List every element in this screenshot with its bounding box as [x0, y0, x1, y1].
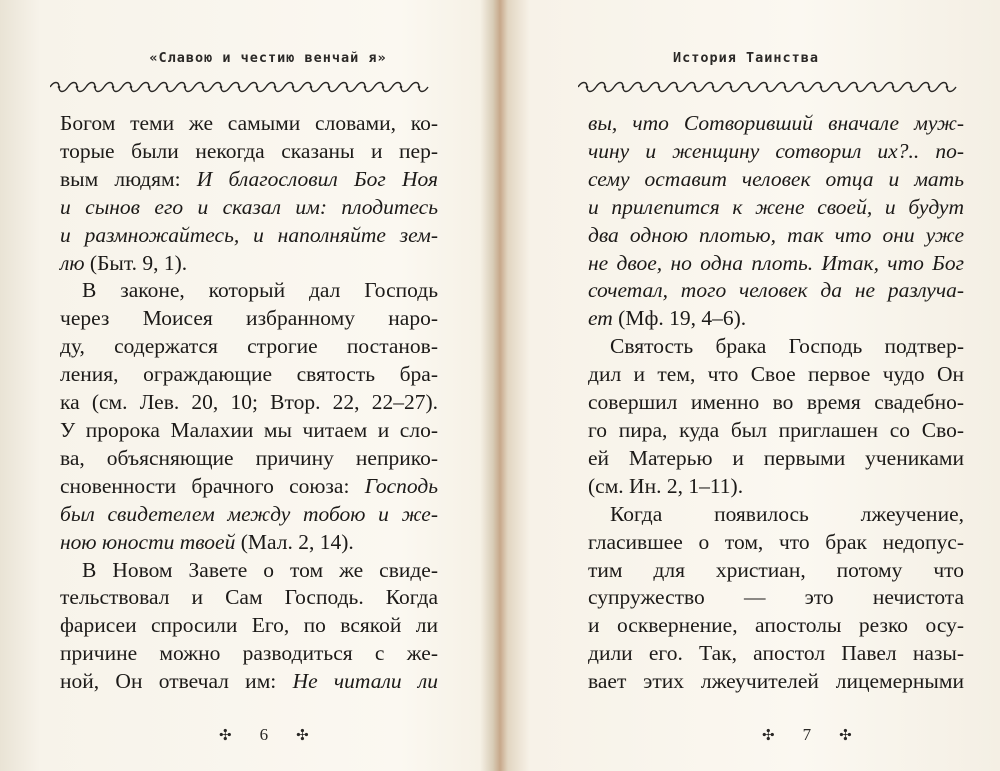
- text-line: [60, 417, 438, 445]
- text-line: [588, 501, 964, 529]
- text-line: [60, 138, 438, 166]
- italic-quote: сочетал, того человек да не разлуча-: [588, 278, 964, 303]
- italic-quote: ною юности твоей: [60, 529, 236, 554]
- ornament-dot: [838, 86, 841, 89]
- italic-quote: ет: [588, 306, 613, 331]
- text-segment: сновенности брачного союза:: [60, 473, 365, 498]
- text-line: [60, 501, 438, 529]
- text-segment: ка (см. Лев. 20, 10; Втор. 22, 22–27).: [60, 390, 438, 415]
- ornament-dot: [76, 86, 79, 89]
- italic-quote: два одною плотью, так что они уже: [588, 222, 964, 247]
- text-line: [588, 277, 964, 305]
- italic-quote: и сынов его и сказал им: плодитесь: [60, 194, 438, 219]
- page-number-value: 7: [802, 725, 812, 744]
- fleuron-icon: ✣: [839, 728, 852, 744]
- text-segment: супружество — это нечистота: [588, 585, 964, 610]
- text-line: [588, 389, 964, 417]
- ornament-dot: [382, 86, 385, 89]
- page-number: [205, 725, 323, 745]
- ornament-dot: [94, 86, 97, 89]
- ornament-dot: [238, 86, 241, 89]
- text-line: [588, 333, 964, 361]
- text-line: [60, 194, 438, 222]
- ornament-dot: [586, 86, 589, 89]
- text-segment: (см. Ин. 2, 1–11).: [588, 473, 744, 498]
- italic-quote: и размножайтесь, и наполняйте зем-: [60, 222, 438, 247]
- text-line: [60, 305, 438, 333]
- ornament-dot: [802, 86, 805, 89]
- ornament-dot: [400, 86, 403, 89]
- text-line: [588, 250, 964, 278]
- text-line: [588, 166, 964, 194]
- text-line: [60, 277, 438, 305]
- text-line: [588, 529, 964, 557]
- ornament-dot: [892, 86, 895, 89]
- page-number: [748, 725, 866, 745]
- text-line: [60, 640, 438, 668]
- italic-quote: и прилепится к жене своей, и будут: [588, 194, 964, 219]
- ornament-dot: [784, 86, 787, 89]
- italic-quote: сему оставит человек отца и мать: [588, 166, 964, 191]
- ornament-dot: [910, 86, 913, 89]
- running-head: «Славою и честию венчай я»: [149, 50, 387, 66]
- ornament-dot: [676, 86, 679, 89]
- text-line: [588, 138, 964, 166]
- ornament-dot: [112, 86, 115, 89]
- text-line: [588, 361, 964, 389]
- text-line: [588, 445, 964, 473]
- text-segment: (Мф. 19, 4–6).: [612, 306, 747, 331]
- text-segment: Когда появилось лжеучение,: [610, 501, 964, 526]
- text-segment: го пира, куда был приглашен со Сво-: [588, 417, 964, 442]
- ornament-dot: [202, 86, 205, 89]
- ornament-dot: [364, 86, 367, 89]
- running-head: История Таинства: [672, 50, 820, 66]
- text-line: [60, 668, 438, 696]
- text-line: [60, 110, 438, 138]
- text-line: [60, 473, 438, 501]
- italic-quote: не двое, но одна плоть. Итак, что Бог: [588, 250, 964, 275]
- text-line: [588, 557, 964, 585]
- text-line: [60, 222, 438, 250]
- ornament-dot: [310, 86, 313, 89]
- ornament-dot: [874, 86, 877, 89]
- ornament-dot: [928, 86, 931, 89]
- ornament-dot: [820, 86, 823, 89]
- text-line: [588, 222, 964, 250]
- text-line: [588, 668, 964, 696]
- text-line: [588, 640, 964, 668]
- ornament-dot: [748, 86, 751, 89]
- text-segment: ва, объясняющие причину неприко-: [60, 445, 438, 470]
- ornament-rule: [578, 80, 963, 94]
- ornament-dot: [184, 86, 187, 89]
- italic-quote: И благословил Бог Ноя: [196, 166, 438, 191]
- text-segment: (Быт. 9, 1).: [84, 250, 188, 275]
- text-segment: (Мал. 2, 14).: [235, 529, 354, 554]
- text-line: [60, 389, 438, 417]
- ornament-dot: [604, 86, 607, 89]
- text-segment: гласившее о том, что брак недопус-: [588, 529, 964, 554]
- text-segment: В Новом Завете о том же свиде-: [82, 557, 438, 582]
- ornament-dot: [274, 86, 277, 89]
- text-segment: дили его. Так, апостол Павел назы-: [588, 641, 964, 666]
- italic-quote: Господь: [364, 473, 438, 498]
- text-segment: У пророка Малахии мы читаем и сло-: [60, 417, 438, 442]
- text-line: [60, 445, 438, 473]
- ornament-dot: [658, 86, 661, 89]
- text-line: [60, 529, 438, 557]
- text-segment: ной, Он отвечал им:: [60, 669, 293, 694]
- text-line: [60, 557, 438, 585]
- ornament-rule: [50, 80, 445, 94]
- ornament-dot: [328, 86, 331, 89]
- text-segment: ду, содержатся строгие постанов-: [60, 334, 438, 359]
- italic-quote: Не читали ли: [292, 669, 438, 694]
- ornament-dot: [256, 86, 259, 89]
- text-segment: причине можно разводиться с же-: [60, 641, 438, 666]
- text-line: [60, 166, 438, 194]
- text-segment: ей Матерью и первыми учениками: [588, 445, 964, 470]
- ornament-dot: [694, 86, 697, 89]
- right-page: [508, 0, 1000, 771]
- italic-quote: лю: [60, 250, 85, 275]
- text-segment: Святость брака Господь подтвер-: [610, 334, 964, 359]
- text-segment: вым людям:: [60, 166, 197, 191]
- ornament-dot: [130, 86, 133, 89]
- ornament-dot: [730, 86, 733, 89]
- body-text: [60, 110, 438, 696]
- italic-quote: чину и женщину сотворил их?.. по-: [588, 138, 964, 163]
- ornament-dot: [712, 86, 715, 89]
- text-line: [588, 417, 964, 445]
- ornament-dot: [856, 86, 859, 89]
- text-line: [588, 305, 964, 333]
- text-segment: Богом теми же самыми словами, ко-: [60, 111, 438, 135]
- ornament-dot: [148, 86, 151, 89]
- italic-quote: был свидетелем между тобою и же-: [60, 501, 438, 526]
- fleuron-icon: ✣: [762, 728, 775, 744]
- ornament-dot: [418, 86, 421, 89]
- ornament-dot: [946, 86, 949, 89]
- italic-quote: вы, что Сотворивший вначале муж-: [588, 111, 964, 135]
- ornament-dot: [622, 86, 625, 89]
- ornament-dot: [166, 86, 169, 89]
- text-segment: совершил именно во время свадебно-: [588, 390, 964, 415]
- text-segment: ления, ограждающие святость бра-: [60, 362, 438, 387]
- text-segment: фарисеи спросили Его, по всякой ли: [60, 613, 438, 638]
- ornament-dot: [346, 86, 349, 89]
- text-segment: тельствовал и Сам Господь. Когда: [60, 585, 438, 610]
- text-segment: В законе, который дал Господь: [82, 278, 438, 303]
- text-segment: и осквернение, апостолы резко осу-: [588, 613, 964, 638]
- fleuron-icon: ✣: [219, 728, 232, 744]
- text-line: [588, 612, 964, 640]
- ornament-dot: [766, 86, 769, 89]
- text-line: [60, 250, 438, 278]
- text-line: [60, 333, 438, 361]
- text-segment: тим для христиан, потому что: [588, 557, 964, 582]
- ornament-dot: [220, 86, 223, 89]
- text-segment: вает этих лжеучителей лицемерными: [588, 669, 964, 694]
- ornament-dot: [640, 86, 643, 89]
- body-text: [588, 110, 964, 696]
- text-segment: торые были некогда сказаны и пер-: [60, 138, 438, 163]
- fleuron-icon: ✣: [296, 728, 309, 744]
- text-line: [60, 612, 438, 640]
- text-line: [588, 194, 964, 222]
- text-line: [60, 584, 438, 612]
- text-line: [588, 110, 964, 138]
- left-page: [0, 0, 492, 771]
- page-number-value: 6: [259, 725, 269, 744]
- text-line: [588, 473, 964, 501]
- ornament-dot: [58, 86, 61, 89]
- text-line: [60, 361, 438, 389]
- text-segment: дил и тем, что Свое первое чудо Он: [588, 362, 964, 387]
- text-line: [588, 584, 964, 612]
- text-segment: через Моисея избранному наро-: [60, 306, 438, 331]
- ornament-dot: [292, 86, 295, 89]
